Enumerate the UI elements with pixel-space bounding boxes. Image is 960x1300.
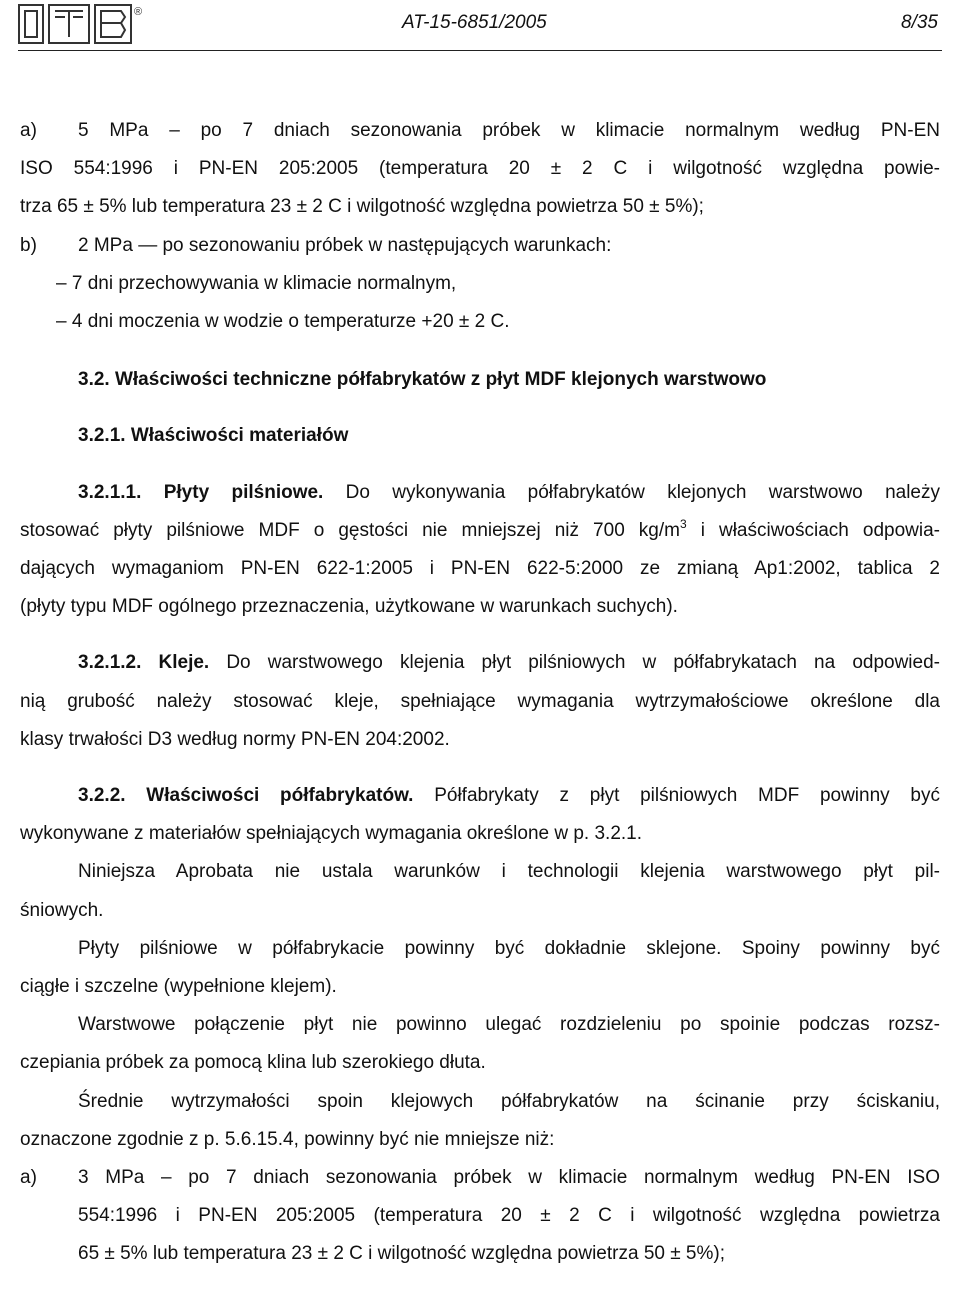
page-number: 8/35 bbox=[901, 12, 938, 33]
registered-mark: ® bbox=[134, 6, 142, 18]
text-line: oznaczone zgodnie z p. 5.6.15.4, powinny być nie mniejsze niż: bbox=[20, 1128, 555, 1150]
dash-item: – 4 dni moczenia w wodzie o temperaturze +20 ± 2 C. bbox=[56, 311, 510, 333]
text-line: dających wymaganiom PN-EN 622-1:2005 i PN-EN 622-5:2000 ze zmianą Ap1:2002, tablica 2 bbox=[20, 558, 940, 580]
itb-logo-icon bbox=[18, 3, 142, 45]
section-heading: 3.2. Właściwości techniczne półfabrykatów z płyt MDF klejonych warstwowo bbox=[78, 369, 767, 391]
text-line: wykonywane z materiałów spełniających wymagania określone w p. 3.2.1. bbox=[20, 823, 643, 845]
dash-item: – 7 dni przechowywania w klimacie normalnym, bbox=[56, 272, 457, 294]
list-text: 2 MPa — po sezonowaniu próbek w następujących warunkach: bbox=[78, 234, 612, 256]
text-line: 554:1996 i PN-EN 205:2005 (temperatura 20 ± 2 C i wilgotność względna powietrza bbox=[78, 1205, 940, 1227]
list-item-a1 bbox=[20, 112, 940, 150]
text-line: Średnie wytrzymałości spoin klejowych półfabrykatów na ścinanie przy ściskaniu, bbox=[78, 1090, 940, 1112]
text-line: nią grubość należy stosować kleje, spełniające wymagania wytrzymałościowe określone dla bbox=[20, 690, 940, 712]
header-rule bbox=[18, 50, 942, 51]
list-text: 3 MPa – po 7 dniach sezonowania próbek w klimacie normalnym według PN-EN ISO bbox=[78, 1167, 940, 1189]
text-line: czepiania próbek za pomocą klina lub szerokiego dłuta. bbox=[20, 1052, 486, 1074]
list-marker: a) bbox=[20, 120, 37, 141]
text-line: ciągłe i szczelne (wypełnione klejem). bbox=[20, 976, 337, 998]
text-line: stosować płyty pilśniowe MDF o gęstości nie mniejszej niż 700 $kg/m^3$ i właściwościach odpowia- bbox=[20, 516, 940, 541]
list-item-a2 bbox=[20, 1159, 940, 1197]
text-line: Niniejsza Aprobata nie ustala warunków i technologii klejenia warstwowego płyt pil- bbox=[78, 861, 940, 883]
text-line: trza 65 ± 5% lub temperatura 23 ± 2 C i wilgotność względna powietrza 50 ± 5%); bbox=[20, 196, 704, 218]
text-line: 65 ± 5% lub temperatura 23 ± 2 C i wilgotność względna powietrza 50 ± 5%); bbox=[78, 1243, 726, 1265]
document-number: AT-15-6851/2005 bbox=[402, 12, 547, 33]
paragraph-semi-products: 3.2.2. Właściwości półfabrykatów. Półfabrykaty z płyt pilśniowych MDF powinny być bbox=[78, 785, 940, 807]
paragraph-adhesives: 3.2.1.2. Kleje. Do warstwowego klejenia płyt pilśniowych w półfabrykatach na odpowied- bbox=[78, 652, 940, 674]
text-line: ISO 554:1996 i PN-EN 205:2005 (temperatura 20 ± 2 C i wilgotność względna powie- bbox=[20, 158, 940, 180]
document-body bbox=[20, 112, 940, 1274]
paragraph-fibreboards: 3.2.1.1. Płyty pilśniowe. Do wykonywania półfabrykatów klejonych warstwowo należy bbox=[78, 481, 940, 503]
text-line: (płyty typu MDF ogólnego przeznaczenia, użytkowane w warunkach suchych). bbox=[20, 596, 678, 618]
list-item-b bbox=[20, 227, 940, 265]
superscript: 3 bbox=[679, 516, 687, 531]
paragraph-heading: 3.2.1.1. Płyty pilśniowe. bbox=[78, 481, 324, 503]
list-marker: a) bbox=[20, 1167, 37, 1189]
text-line: Warstwowe połączenie płyt nie powinno ulegać rozdzieleniu po spoinie podczas rozsz- bbox=[78, 1014, 940, 1036]
list-marker: b) bbox=[20, 234, 37, 256]
subsection-heading: 3.2.1. Właściwości materiałów bbox=[78, 425, 349, 447]
paragraph-heading: 3.2.1.2. Kleje. bbox=[78, 652, 210, 674]
list-text: 5 MPa – po 7 dniach sezonowania próbek w klimacie normalnym według PN-EN bbox=[78, 120, 940, 141]
text-line: klasy trwałości D3 według normy PN-EN 204:2002. bbox=[20, 728, 450, 750]
text-line: Płyty pilśniowe w półfabrykacie powinny być dokładnie sklejone. Spoiny powinny być bbox=[78, 937, 940, 959]
text-line: śniowych. bbox=[20, 899, 104, 921]
paragraph-heading: 3.2.2. Właściwości półfabrykatów. bbox=[78, 785, 414, 807]
